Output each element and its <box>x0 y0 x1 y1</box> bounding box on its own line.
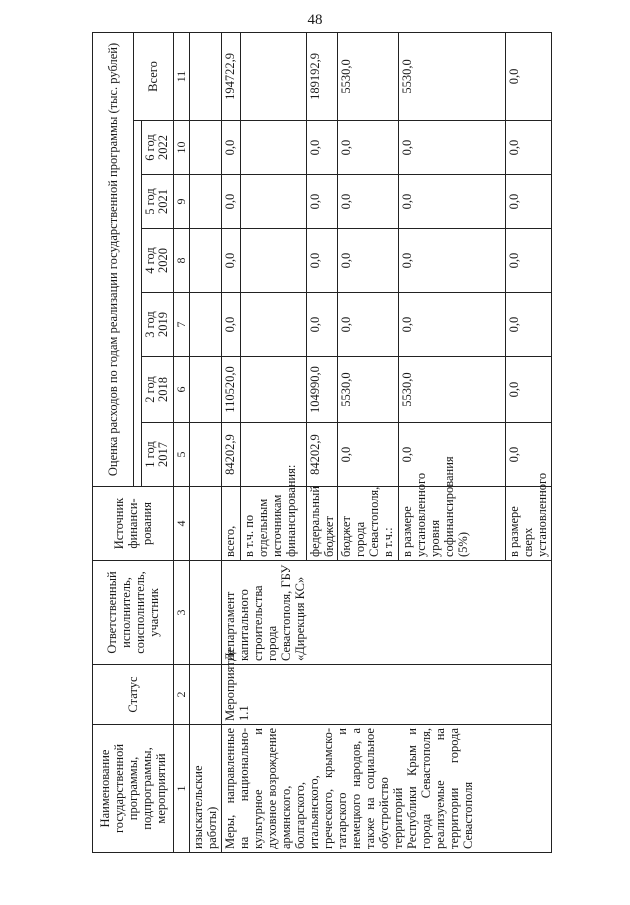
column-number: 4 <box>173 487 190 561</box>
value-cell: 0,0 <box>306 121 338 175</box>
value-cell: 0,0 <box>338 121 399 175</box>
value-cell: 0,0 <box>338 175 399 229</box>
measure-status: Мероприятие 1.1 <box>222 665 552 725</box>
header-year-1: 1 год 2017 <box>142 423 173 487</box>
column-number: 6 <box>173 357 190 423</box>
header-total: Всего <box>134 32 174 120</box>
header-status: Статус <box>93 665 174 725</box>
value-cell: 0,0 <box>505 357 551 423</box>
value-cell: 0,0 <box>505 32 551 120</box>
header-year-2: 2 год 2018 <box>142 357 173 423</box>
value-cell: 0,0 <box>398 229 505 293</box>
value-cell: 84202,9 <box>306 423 338 487</box>
value-cell: 189192,9 <box>306 32 338 120</box>
page-number: 48 <box>307 12 323 28</box>
budget-table <box>92 32 552 853</box>
value-cell: 0,0 <box>505 121 551 175</box>
value-cell: 84202,9 <box>222 423 240 487</box>
header-years-group <box>134 121 142 487</box>
header-year-4: 4 год 2020 <box>142 229 173 293</box>
column-number: 10 <box>173 121 190 175</box>
column-number: 11 <box>173 32 190 120</box>
column-number: 5 <box>173 423 190 487</box>
value-cell: 0,0 <box>222 293 240 357</box>
measure-executor: Департамент капитального строительства города Севастополя, ГБУ «Дирекция КС» <box>222 561 552 665</box>
header-executor: Ответственный исполнитель, соисполнитель, участник <box>93 561 174 665</box>
header-year-6: 6 год 2022 <box>142 121 173 175</box>
source-cell: в размере сверх установленного <box>505 487 551 561</box>
value-cell: 5530,0 <box>338 357 399 423</box>
value-cell: 0,0 <box>398 293 505 357</box>
value-cell: 0,0 <box>505 293 551 357</box>
value-cell: 110520,0 <box>222 357 240 423</box>
source-cell: бюджет города Севастополя, в т.ч.: <box>338 487 399 561</box>
source-cell: всего, <box>222 487 240 561</box>
value-cell: 0,0 <box>338 423 399 487</box>
column-number: 2 <box>173 665 190 725</box>
column-number: 7 <box>173 293 190 357</box>
column-number-row <box>173 32 190 852</box>
measure-name: Меры, направленные на национально-культурное и духовное возрождение армянского, болгарского, итальянского, греческого, крымско-татарского и немецкого народов, а также на социальное обустройство территорий Республики Крым и города Севастополя, реализуемые на территории города Севастополя <box>222 725 552 853</box>
header-year-5: 5 год 2021 <box>142 175 173 229</box>
table-row <box>222 32 240 852</box>
value-cell: 0,0 <box>338 293 399 357</box>
value-cell: 0,0 <box>398 121 505 175</box>
column-number: 3 <box>173 561 190 665</box>
value-cell: 0,0 <box>505 423 551 487</box>
value-cell: 0,0 <box>222 229 240 293</box>
value-cell: 0,0 <box>306 293 338 357</box>
value-cell: 0,0 <box>505 229 551 293</box>
value-cell: 104990,0 <box>306 357 338 423</box>
header-estimate: Оценка расходов по годам реализации государственной программы (тыс. рублей) <box>93 32 134 486</box>
column-number: 9 <box>173 175 190 229</box>
header-source: Источник финанси-рования <box>93 487 174 561</box>
value-cell: 5530,0 <box>398 357 505 423</box>
header-name: Наименование государственной программы, подпрограммы, мероприятий <box>93 725 174 853</box>
value-cell: 194722,9 <box>222 32 240 120</box>
value-cell: 0,0 <box>306 175 338 229</box>
column-number: 8 <box>173 229 190 293</box>
value-cell: 0,0 <box>222 175 240 229</box>
value-cell: 0,0 <box>306 229 338 293</box>
value-cell: 0,0 <box>505 175 551 229</box>
source-cell: в т.ч. по отдельным источникам финансирования: <box>240 487 306 561</box>
value-cell: 5530,0 <box>338 32 399 120</box>
source-cell: федеральный бюджет <box>306 487 338 561</box>
value-cell: 0,0 <box>398 423 505 487</box>
value-cell: 0,0 <box>222 121 240 175</box>
value-cell: 5530,0 <box>398 32 505 120</box>
carryover-text: изыскательские работы) <box>190 725 222 853</box>
carryover-row <box>190 32 222 852</box>
column-number: 1 <box>173 725 190 853</box>
rotated-table-container <box>92 33 552 853</box>
value-cell: 0,0 <box>338 229 399 293</box>
value-cell: 0,0 <box>398 175 505 229</box>
source-cell: в размере установленного уровня софинансирования (5%) <box>398 487 505 561</box>
header-year-3: 3 год 2019 <box>142 293 173 357</box>
